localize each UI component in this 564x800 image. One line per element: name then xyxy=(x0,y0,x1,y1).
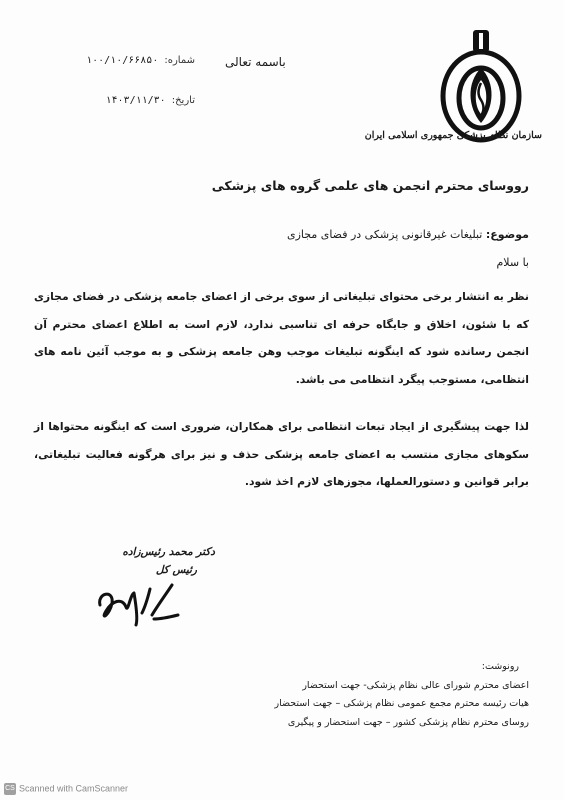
date-value: ۱۴۰۳/۱۱/۳۰ xyxy=(105,94,166,106)
scanner-watermark xyxy=(4,783,128,795)
handwritten-signature-icon xyxy=(92,575,187,635)
date-row xyxy=(55,80,195,120)
number-value: ۱۰۰/۱۰/۶۶۸۵۰ xyxy=(86,54,159,66)
paragraph-1: نظر به انتشار برخی محتوای تبلیغاتی از سوی برخی از اعضای جامعه پزشکی در فضای مجازی که با شئون، اخلاق و جایگاه حرفه ای تناسبی ندارد، لازم است به اطلاع اعضای محترم آن انجمن رسانده شود که اینگونه تبلیغات موجب وهن جامعه پزشکی و به موجب آئین نامه های انتظامی، مستوجب پیگرد انتظامی می باشد. xyxy=(34,290,529,386)
cc-item: روسای محترم نظام پزشکی کشور – جهت استحضار و پیگیری xyxy=(287,716,529,728)
camscanner-logo-icon: CS xyxy=(4,783,16,795)
basmala: باسمه تعالی xyxy=(225,55,286,69)
cc-item: اعضای محترم شورای عالی نظام پزشکی- جهت استحضار xyxy=(302,679,529,691)
signer-name: دکتر محمد رئیس‌زاده xyxy=(122,546,215,558)
org-name: سازمان نظام پزشکی جمهوری اسلامی ایران xyxy=(364,130,542,141)
subject-label: موضوع: xyxy=(485,228,529,241)
letter-meta xyxy=(55,40,195,120)
recipient: رووسای محترم انجمن های علمی گروه های پزشکی xyxy=(211,178,529,193)
scanner-text: Scanned with CamScanner xyxy=(19,783,129,794)
cc-title: رونوشت: xyxy=(481,661,519,672)
signer-block xyxy=(95,543,215,579)
number-row xyxy=(55,40,195,80)
signer-title: رئیس کل xyxy=(155,564,197,576)
cc-item: هیات رئیسه محترم مجمع عمومی نظام پزشکی – جهت استحضار xyxy=(274,698,529,709)
cc-block xyxy=(209,658,529,732)
greeting: با سلام xyxy=(496,256,529,269)
subject-text: تبلیغات غیرقانونی پزشکی در فضای مجازی xyxy=(286,228,486,241)
number-label: شماره: xyxy=(164,54,195,66)
date-label: تاریخ: xyxy=(171,94,195,106)
paragraph-2: لذا جهت پیشگیری از ایجاد تبعات انتظامی برای همکاران، ضروری است که اینگونه محتواها از سکوهای مجازی منتسب به اعضای جامعه پزشکی حذف و نیز برای هرگونه فعالیت تبلیغاتی، برابر قوانین و دستورالعملها، مجوزهای لازم اخذ شود. xyxy=(34,420,529,488)
subject-line xyxy=(287,228,529,241)
